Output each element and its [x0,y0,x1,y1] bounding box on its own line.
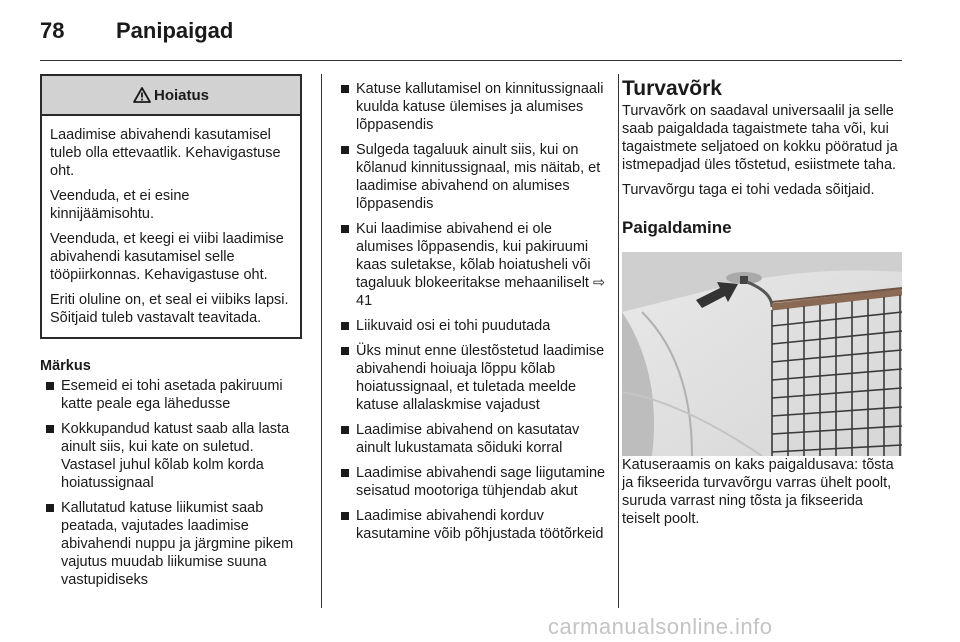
bullet-square-icon [341,347,349,355]
list-item-text: Liikuvaid osi ei tohi puudutada [356,318,551,334]
list-item [338,220,606,310]
note-title: Märkus [40,358,91,374]
column-divider [618,74,619,608]
bullet-square-icon [46,382,54,390]
bullet-square-icon [46,504,54,512]
warning-title: Hoiatus [153,86,209,104]
list-item [338,141,606,213]
list-item [338,421,606,457]
list-item [338,464,606,500]
list-item-text: Kokkupandud katust saab alla lasta ainult siis, kui kate on suletud. Vastasel juhul kõlab kolm korda hoiatussignaal [61,421,290,491]
list-item-text: Esemeid ei tohi asetada pakiruumi katte peale ega lähedusse [61,378,283,412]
warning-paragraph: Veenduda, et ei esine kinnijäämisohtu. [50,188,190,222]
warning-paragraph: Veenduda, et keegi ei viibi laadimise abivahendi kasutamisel selle tööpiirkonnas. Kehavigastuse oht. [50,231,284,283]
warning-paragraph: Eriti oluline on, et seal ei viibiks lapsi. Sõitjaid tuleb vastavalt teavitada. [50,292,289,326]
page-number: 78 [40,18,65,43]
bullet-square-icon [341,426,349,434]
list-item-text: Sulgeda tagaluuk ainult siis, kui on kõlanud kinnitussignaal, mis näitab, et laadimise abivahend on alumises lõppasendis [356,142,601,212]
bullet-square-icon [341,225,349,233]
header-rule [40,60,902,61]
list-item-text: Üks minut enne ülestõstetud laadimise abivahendi hoiuaja lõppu kõlab hoiatussignaal, et tuletada meelde katuse allalaskmise vajadust [356,343,605,413]
note-list [40,377,302,589]
left-column [40,74,302,596]
page-title: Panipaigad [116,18,234,43]
bullet-square-icon [341,322,349,330]
figure-caption: Katuseraamis on kaks paigaldusava: tõsta ja fikseerida turvavõrgu varras ühelt poolt, suruda varrast ning tõsta ja fikseerida teiselt poolt. [622,457,894,527]
right-column [622,78,902,535]
safety-net-illustration [622,252,902,456]
section-title: Turvavõrk [622,77,722,100]
section-paragraph: Turvavõrgu taga ei tohi vedada sõitjaid. [622,182,875,198]
list-item [338,507,606,543]
bullet-square-icon [341,146,349,154]
list-item-text: Kui laadimise abivahend ei ole alumises lõppasendis, kui pakiruumi kaas suletakse, kõlab hoiatusheli või tagaluuk blokeeritakse mehaaniliselt ⇨ 41 [356,221,606,309]
list-item [338,80,606,134]
list-item-text: Laadimise abivahend on kasutatav ainult lukustamata sõiduki korral [356,422,580,456]
warning-body [42,116,300,337]
warning-box [40,74,302,339]
list-item [338,342,606,414]
list-item [40,377,302,413]
list-item-text: Laadimise abivahendi sage liigutamine seisatud mootoriga tühjendab akut [356,465,606,499]
subsection-title: Paigaldamine [622,218,732,237]
warning-triangle-icon [133,87,151,103]
bullet-square-icon [46,425,54,433]
bullet-square-icon [341,469,349,477]
list-item [40,420,302,492]
middle-column [338,78,606,550]
bullet-square-icon [341,512,349,520]
list-item-text: Laadimise abivahendi korduv kasutamine võib põhjustada töötõrkeid [356,508,604,542]
warning-paragraph: Laadimise abivahendi kasutamisel tuleb olla ettevaatlik. Kehavigastuse oht. [50,127,281,179]
list-item [338,317,606,335]
column-divider [321,74,322,608]
watermark: carmanualsonline.info [548,614,773,639]
bullet-square-icon [341,85,349,93]
list-item-text: Kallutatud katuse liikumist saab peatada, vajutades laadimise abivahendi nuppu ja järgmine pikem vajutus muudab liikumise suuna vastupidiseks [61,500,294,588]
list-item-text: Katuse kallutamisel on kinnitussignaali kuulda katuse ülemises ja alumises lõppasendis [356,81,604,133]
list-item [40,499,302,589]
section-paragraph: Turvavõrk on saadaval universaalil ja selle saab paigaldada tagaistmete taha või, kui tagaistmete seljatoed on kokku pööratud ja istmepadjad üles tõstetud, esiistmete taha. [622,103,898,173]
note-list-continued [338,80,606,543]
warning-header [42,76,300,116]
